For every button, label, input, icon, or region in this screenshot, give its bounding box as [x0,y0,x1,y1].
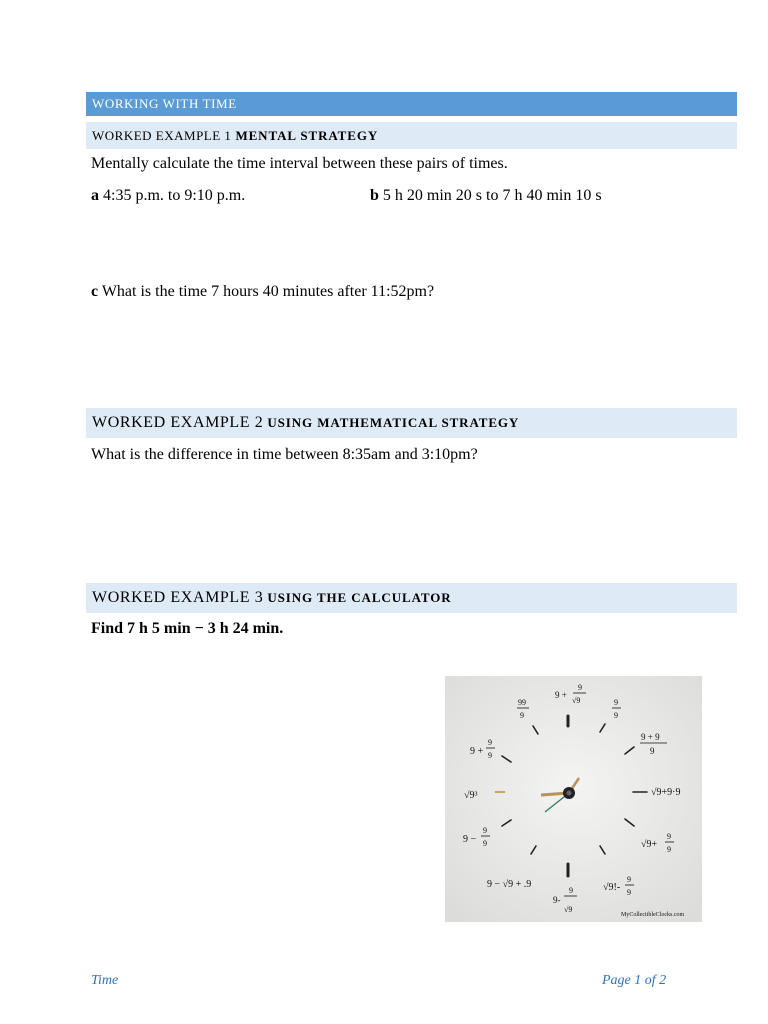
clock-1-den: 9 [614,711,618,720]
part-b-label: b [370,187,379,204]
footer-left: Time [91,973,119,988]
part-c-label: c [91,283,99,300]
clock-12-prefix: 9 + [555,690,567,700]
clock-image [445,676,702,922]
section-title: WORKING WITH TIME [92,96,237,111]
example-1-part-a [91,186,245,206]
clock-12-num: 9 [578,683,582,692]
clock-5-den: 9 [627,888,631,897]
footer-page-number: Page 1 of 2 [602,973,667,988]
clock-12-den: √9 [572,696,581,705]
section-title-bar [86,92,737,116]
clock-watermark: MyCollectibleClocks.com [621,912,685,918]
example-3-prompt: Find 7 h 5 min − 3 h 24 min. [91,620,284,637]
example-3-strategy: USING THE CALCULATOR [267,590,452,605]
example-3-heading: WORKED EXAMPLE 3 [92,589,264,606]
clock-6-prefix: 9- [553,895,561,905]
example-2-strategy: USING MATHEMATICAL STRATEGY [267,415,520,430]
clock-11-num: 99 [518,698,526,707]
clock-5-prefix: √9!- [603,882,621,893]
clock-10-den: 9 [488,751,492,760]
clock-8-num: 9 [483,826,487,835]
clock-2-den: 9 [650,746,655,756]
example-1-heading: WORKED EXAMPLE 1 [92,128,232,143]
clock-8-den: 9 [483,839,487,848]
clock-10-num: 9 [488,738,492,747]
clock-illustration [445,676,702,922]
part-a-text: 4:35 p.m. to 9:10 p.m. [103,187,246,204]
clock-6-den: √9 [564,905,573,914]
clock-10-prefix: 9 + [470,746,484,757]
clock-9-expression: √9³ [464,790,478,801]
clock-5-num: 9 [627,875,631,884]
example-1-heading-bar [86,122,737,149]
example-2-prompt: What is the difference in time between 8:35am and 3:10pm? [91,446,478,463]
clock-4-prefix: √9+ [641,839,658,850]
clock-1-num: 9 [614,698,618,707]
example-3-heading-bar [86,583,737,613]
part-c-text: What is the time 7 hours 40 minutes after 11:52pm? [101,283,435,300]
example-1-part-c [91,282,434,302]
example-2-heading: WORKED EXAMPLE 2 [92,414,264,431]
clock-4-num: 9 [667,832,671,841]
clock-11-den: 9 [520,711,524,720]
clock-4-den: 9 [667,845,671,854]
example-2-heading-bar [86,408,737,438]
clock-3-expression: √9+9·9 [651,787,681,798]
example-1-prompt: Mentally calculate the time interval between these pairs of times. [91,155,508,172]
clock-2-num: 9 + 9 [641,732,660,742]
clock-7-expression: 9 − √9 + .9 [487,879,532,890]
clock-6-num: 9 [569,886,573,895]
part-a-label: a [91,187,99,204]
example-1-strategy: MENTAL STRATEGY [235,128,379,143]
part-b-text: 5 h 20 min 20 s to 7 h 40 min 10 s [382,187,602,204]
clock-8-prefix: 9 − [463,834,477,845]
example-1-part-b [370,186,602,206]
